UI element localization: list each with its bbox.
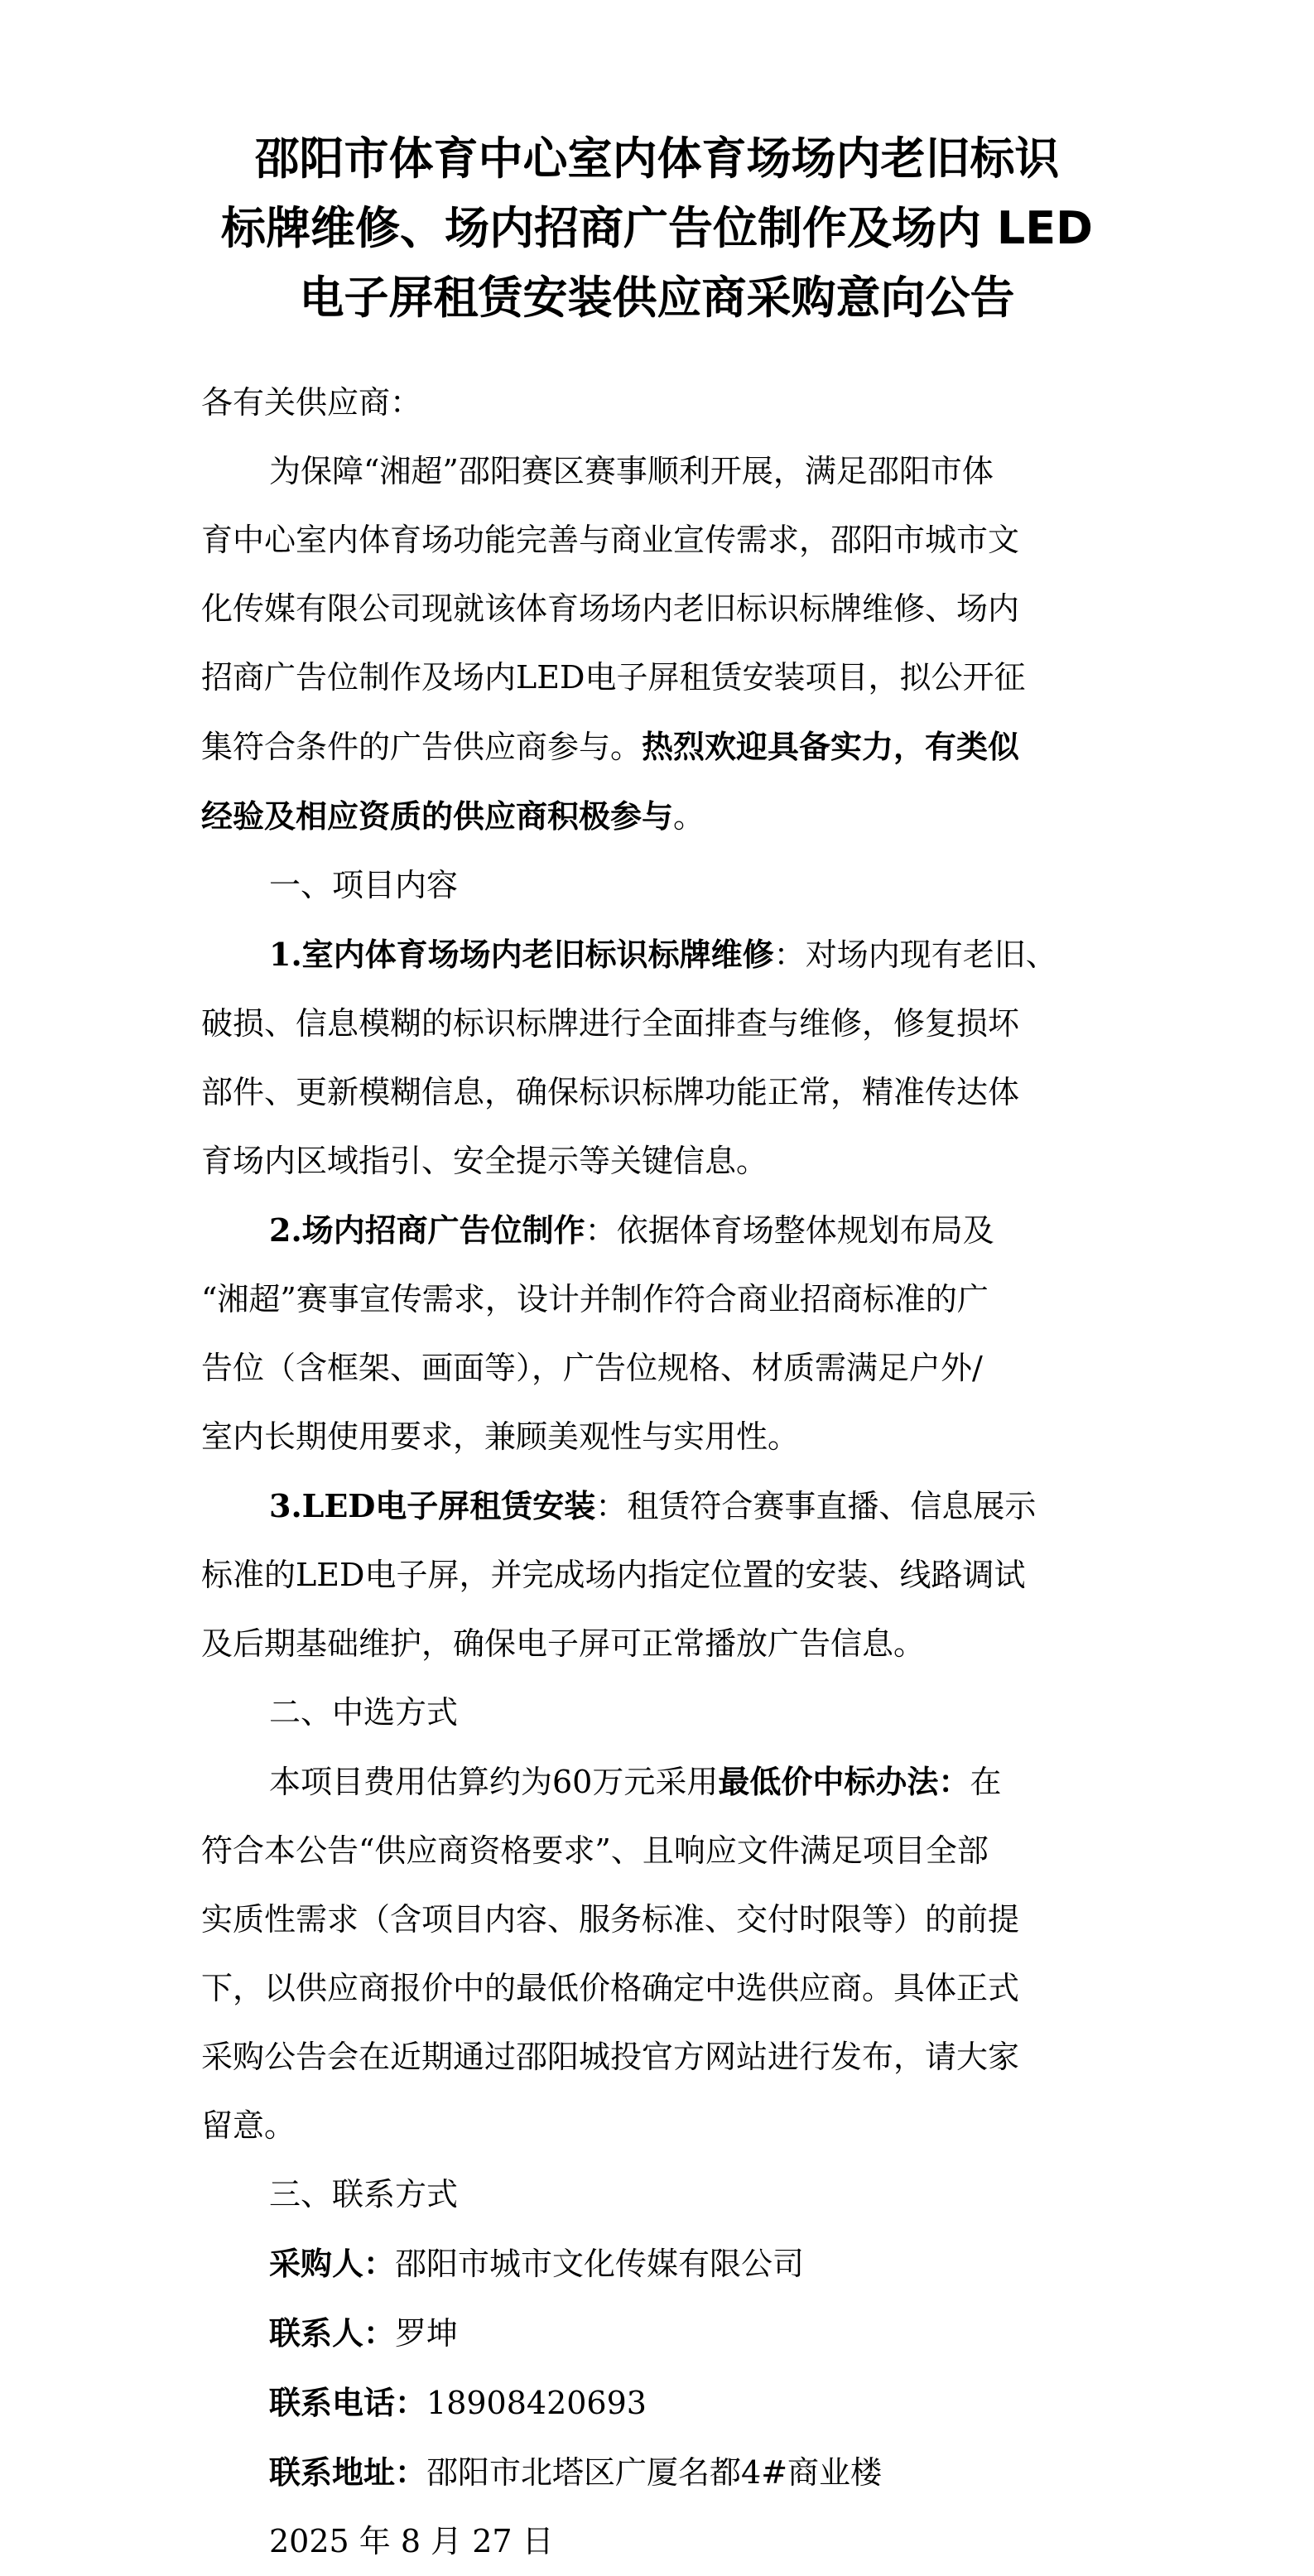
- intro-line: 招商广告位制作及场内LED电子屏租赁安装项目，拟公开征: [201, 659, 1026, 696]
- item-label: 3.LED电子屏租赁安装: [269, 1487, 596, 1524]
- greeting: 各有关供应商：: [201, 384, 422, 421]
- section-heading-contact: 三、联系方式: [269, 2176, 459, 2212]
- selection-line: 采购公告会在近期通过邵阳城投官方网站进行发布，请大家: [201, 2039, 1020, 2075]
- project-item-1: [201, 920, 1129, 1196]
- section-heading-selection-method: 二、中选方式: [269, 1694, 459, 1731]
- selection-text: 本项目费用估算约为60万元采用: [269, 1764, 719, 1800]
- project-item-2: [201, 1196, 1129, 1471]
- selection-line: 符合本公告“供应商资格要求”、且响应文件满足项目全部: [201, 1832, 989, 1869]
- section-heading-project-content: 一、项目内容: [269, 867, 459, 903]
- item-line: 破损、信息模糊的标识标牌进行全面排查与维修，修复损坏: [201, 1005, 1020, 1042]
- title-line-1: 邵阳市体育中心室内体育场场内老旧标识: [254, 132, 1060, 185]
- selection-line: 下，以供应商报价中的最低价格确定中选供应商。具体正式: [201, 1970, 1020, 2006]
- selection-line: [201, 1747, 1129, 1817]
- title-line-3: 电子屏租赁安装供应商采购意向公告: [299, 272, 1015, 324]
- title-line-2: 标牌维修、场内招商广告位制作及场内 LED: [221, 202, 1093, 254]
- selection-text: 在: [970, 1764, 1002, 1800]
- item-line: [201, 1471, 1129, 1541]
- intro-text: 。: [673, 798, 705, 835]
- item-line: [201, 920, 1129, 989]
- item-colon: ：: [595, 1488, 628, 1524]
- intro-text: 集符合条件的广告供应商参与。: [201, 729, 643, 765]
- intro-emphasis: 经验及相应资质的供应商积极参与: [201, 797, 674, 835]
- item-line: 室内长期使用要求，兼顾美观性与实用性。: [201, 1418, 800, 1455]
- intro-line: 为保障“湘超”邵阳赛区赛事顺利开展，满足邵阳市体: [269, 453, 994, 489]
- item-label: 1.室内体育场场内老旧标识标牌维修: [269, 936, 774, 973]
- contact-phone-row: [201, 2368, 1129, 2438]
- document-date: 2025 年 8 月 27 日: [269, 2523, 554, 2559]
- selection-emphasis: 最低价中标办法：: [718, 1763, 970, 1800]
- contact-phone-label: 联系电话：: [269, 2384, 427, 2421]
- intro-line: [201, 782, 1129, 851]
- item-text: 依据体育场整体规划布局及: [616, 1212, 994, 1249]
- contact-address-value: 邵阳市北塔区广厦名都4#商业楼: [426, 2454, 883, 2491]
- item-line: 育场内区域指引、安全提示等关键信息。: [201, 1143, 768, 1179]
- item-label: 2.场内招商广告位制作: [269, 1211, 585, 1249]
- item-line: 标准的LED电子屏，并完成场内指定位置的安装、线路调试: [201, 1557, 1026, 1593]
- intro-emphasis: 热烈欢迎具备实力，有类似: [642, 728, 1020, 765]
- item-line: [201, 1196, 1129, 1265]
- intro-paragraph: [201, 437, 1129, 851]
- contact-phone-value: 18908420693: [426, 2385, 647, 2421]
- intro-line: [201, 712, 1129, 782]
- intro-line: 化传媒有限公司现就该体育场场内老旧标识标牌维修、场内: [201, 590, 1020, 627]
- contact-address-row: [201, 2438, 1129, 2507]
- item-colon: ：: [585, 1212, 617, 1249]
- purchaser-label: 采购人：: [269, 2245, 396, 2282]
- purchaser-row: [201, 2229, 1129, 2299]
- item-line: 部件、更新模糊信息，确保标识标牌功能正常，精准传达体: [201, 1074, 1020, 1110]
- item-line: 告位（含框架、画面等），广告位规格、材质需满足户外/: [201, 1350, 983, 1386]
- project-item-3: [201, 1471, 1129, 1678]
- contact-person-label: 联系人：: [269, 2314, 396, 2352]
- item-text: 对场内现有老旧、: [805, 937, 1057, 973]
- contact-person-value: 罗坤: [395, 2315, 459, 2352]
- item-colon: ：: [773, 937, 806, 973]
- item-line: “湘超”赛事宣传需求，设计并制作符合商业招商标准的广: [201, 1281, 989, 1317]
- selection-line: 留意。: [201, 2107, 296, 2144]
- document-title: [166, 124, 1148, 333]
- item-text: 租赁符合赛事直播、信息展示: [627, 1488, 1037, 1524]
- purchaser-value: 邵阳市城市文化传媒有限公司: [395, 2246, 805, 2282]
- selection-line: 实质性需求（含项目内容、服务标准、交付时限等）的前提: [201, 1901, 1020, 1938]
- document-body: [201, 368, 1129, 2576]
- contact-address-label: 联系地址：: [269, 2453, 427, 2491]
- contact-person-row: [201, 2299, 1129, 2368]
- selection-paragraph: [201, 1747, 1129, 2160]
- item-line: 及后期基础维护，确保电子屏可正常播放广告信息。: [201, 1625, 926, 1662]
- intro-line: 育中心室内体育场功能完善与商业宣传需求，邵阳市城市文: [201, 522, 1020, 558]
